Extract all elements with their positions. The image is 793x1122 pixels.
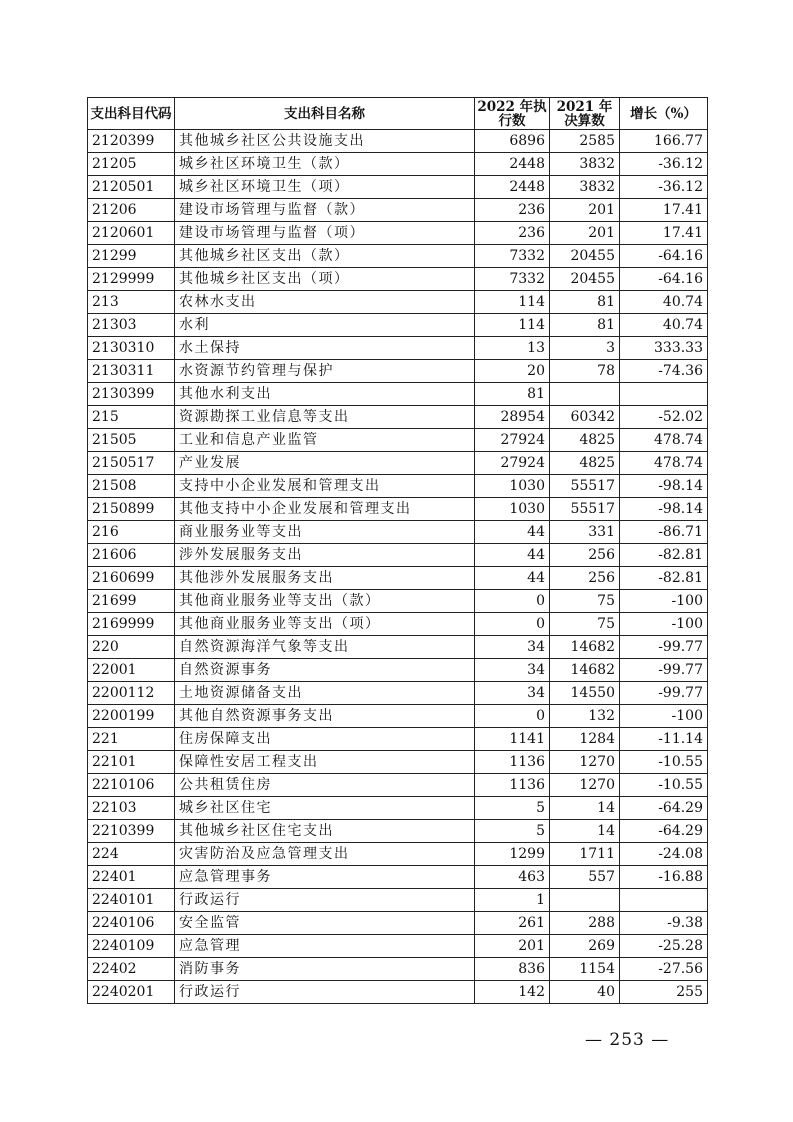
- cell-growth: -10.55: [620, 751, 708, 774]
- cell-final-2021: 55517: [550, 475, 620, 498]
- table-row: [88, 452, 708, 475]
- cell-final-2021: 256: [550, 567, 620, 590]
- table-row: [88, 705, 708, 728]
- table-row: [88, 843, 708, 866]
- cell-code: 224: [88, 843, 175, 866]
- cell-code: 22103: [88, 797, 175, 820]
- cell-name: 建设市场管理与监督（项）: [175, 222, 475, 245]
- cell-final-2021: 55517: [550, 498, 620, 521]
- cell-exec-2022: 27924: [475, 452, 550, 475]
- cell-code: 2169999: [88, 613, 175, 636]
- table-row: [88, 222, 708, 245]
- cell-exec-2022: 114: [475, 291, 550, 314]
- table-row: [88, 291, 708, 314]
- cell-code: 215: [88, 406, 175, 429]
- table-row: [88, 199, 708, 222]
- cell-code: 21505: [88, 429, 175, 452]
- cell-exec-2022: 44: [475, 567, 550, 590]
- cell-name: 自然资源海洋气象等支出: [175, 636, 475, 659]
- cell-exec-2022: 27924: [475, 429, 550, 452]
- cell-code: 2120399: [88, 130, 175, 153]
- table-row: [88, 958, 708, 981]
- cell-exec-2022: 28954: [475, 406, 550, 429]
- cell-exec-2022: 142: [475, 981, 550, 1004]
- cell-final-2021: 81: [550, 291, 620, 314]
- cell-exec-2022: 1136: [475, 774, 550, 797]
- cell-final-2021: 14: [550, 797, 620, 820]
- cell-growth: 166.77: [620, 130, 708, 153]
- cell-exec-2022: 114: [475, 314, 550, 337]
- cell-code: 22401: [88, 866, 175, 889]
- cell-name: 产业发展: [175, 452, 475, 475]
- table-row: [88, 130, 708, 153]
- cell-exec-2022: 201: [475, 935, 550, 958]
- cell-name: 灾害防治及应急管理支出: [175, 843, 475, 866]
- cell-growth: -86.71: [620, 521, 708, 544]
- cell-name: 其他自然资源事务支出: [175, 705, 475, 728]
- cell-growth: 40.74: [620, 314, 708, 337]
- cell-growth: -10.55: [620, 774, 708, 797]
- cell-exec-2022: 2448: [475, 176, 550, 199]
- cell-final-2021: 3: [550, 337, 620, 360]
- cell-name: 自然资源事务: [175, 659, 475, 682]
- cell-final-2021: [550, 889, 620, 912]
- cell-exec-2022: 1299: [475, 843, 550, 866]
- cell-code: 221: [88, 728, 175, 751]
- cell-growth: 478.74: [620, 429, 708, 452]
- table-row: [88, 682, 708, 705]
- cell-name: 支持中小企业发展和管理支出: [175, 475, 475, 498]
- cell-exec-2022: 20: [475, 360, 550, 383]
- cell-growth: 255: [620, 981, 708, 1004]
- table-row: [88, 751, 708, 774]
- cell-exec-2022: 0: [475, 613, 550, 636]
- cell-code: 213: [88, 291, 175, 314]
- cell-code: 22402: [88, 958, 175, 981]
- cell-exec-2022: 13: [475, 337, 550, 360]
- cell-exec-2022: 5: [475, 797, 550, 820]
- table-row: [88, 820, 708, 843]
- cell-final-2021: 20455: [550, 245, 620, 268]
- cell-name: 应急管理事务: [175, 866, 475, 889]
- cell-code: 2240106: [88, 912, 175, 935]
- cell-final-2021: 201: [550, 199, 620, 222]
- cell-name: 行政运行: [175, 889, 475, 912]
- header-exec-2022: 2022 年执行数: [475, 98, 550, 130]
- cell-name: 其他商业服务业等支出（款）: [175, 590, 475, 613]
- table-row: [88, 774, 708, 797]
- cell-final-2021: 40: [550, 981, 620, 1004]
- cell-name: 其他涉外发展服务支出: [175, 567, 475, 590]
- cell-code: 2130310: [88, 337, 175, 360]
- table-row: [88, 521, 708, 544]
- cell-final-2021: 201: [550, 222, 620, 245]
- cell-code: 21606: [88, 544, 175, 567]
- cell-name: 水利: [175, 314, 475, 337]
- table-row: [88, 544, 708, 567]
- cell-name: 城乡社区环境卫生（项）: [175, 176, 475, 199]
- table-row: [88, 360, 708, 383]
- cell-final-2021: 132: [550, 705, 620, 728]
- cell-name: 其他商业服务业等支出（项）: [175, 613, 475, 636]
- cell-growth: -16.88: [620, 866, 708, 889]
- cell-exec-2022: 1: [475, 889, 550, 912]
- cell-code: 2130311: [88, 360, 175, 383]
- table-row: [88, 429, 708, 452]
- cell-exec-2022: 836: [475, 958, 550, 981]
- cell-exec-2022: 44: [475, 521, 550, 544]
- cell-name: 行政运行: [175, 981, 475, 1004]
- page-number: — 253 —: [585, 1030, 670, 1050]
- cell-final-2021: 20455: [550, 268, 620, 291]
- table-row: [88, 153, 708, 176]
- cell-name: 消防事务: [175, 958, 475, 981]
- cell-exec-2022: 0: [475, 590, 550, 613]
- cell-code: 2130399: [88, 383, 175, 406]
- cell-code: 22001: [88, 659, 175, 682]
- table-row: [88, 636, 708, 659]
- cell-growth: 17.41: [620, 199, 708, 222]
- cell-exec-2022: 0: [475, 705, 550, 728]
- cell-exec-2022: 7332: [475, 268, 550, 291]
- cell-growth: -82.81: [620, 544, 708, 567]
- cell-growth: -100: [620, 590, 708, 613]
- cell-final-2021: 331: [550, 521, 620, 544]
- cell-growth: -98.14: [620, 475, 708, 498]
- cell-final-2021: 1711: [550, 843, 620, 866]
- cell-code: 2150899: [88, 498, 175, 521]
- cell-final-2021: 4825: [550, 452, 620, 475]
- cell-exec-2022: 34: [475, 636, 550, 659]
- cell-growth: -98.14: [620, 498, 708, 521]
- cell-exec-2022: 7332: [475, 245, 550, 268]
- cell-exec-2022: 1141: [475, 728, 550, 751]
- cell-code: 21299: [88, 245, 175, 268]
- table-row: [88, 268, 708, 291]
- cell-final-2021: 60342: [550, 406, 620, 429]
- cell-growth: 333.33: [620, 337, 708, 360]
- table-row: [88, 912, 708, 935]
- cell-final-2021: 256: [550, 544, 620, 567]
- cell-code: 2240101: [88, 889, 175, 912]
- cell-growth: -74.36: [620, 360, 708, 383]
- cell-name: 农林水支出: [175, 291, 475, 314]
- cell-growth: -52.02: [620, 406, 708, 429]
- table-row: [88, 613, 708, 636]
- cell-exec-2022: 261: [475, 912, 550, 935]
- cell-code: 2129999: [88, 268, 175, 291]
- cell-final-2021: 1270: [550, 774, 620, 797]
- table-row: [88, 176, 708, 199]
- cell-name: 保障性安居工程支出: [175, 751, 475, 774]
- cell-growth: -64.29: [620, 797, 708, 820]
- cell-name: 住房保障支出: [175, 728, 475, 751]
- cell-name: 土地资源储备支出: [175, 682, 475, 705]
- cell-name: 水土保持: [175, 337, 475, 360]
- cell-name: 其他城乡社区住宅支出: [175, 820, 475, 843]
- cell-final-2021: 14: [550, 820, 620, 843]
- cell-name: 资源勘探工业信息等支出: [175, 406, 475, 429]
- table-row: [88, 590, 708, 613]
- cell-name: 其他城乡社区支出（款）: [175, 245, 475, 268]
- cell-final-2021: 14550: [550, 682, 620, 705]
- header-code: 支出科目代码: [88, 98, 175, 130]
- cell-name: 安全监管: [175, 912, 475, 935]
- cell-code: 2210106: [88, 774, 175, 797]
- table-row: [88, 797, 708, 820]
- cell-final-2021: 3832: [550, 153, 620, 176]
- cell-final-2021: [550, 383, 620, 406]
- table-row: [88, 475, 708, 498]
- cell-exec-2022: 463: [475, 866, 550, 889]
- cell-final-2021: 1270: [550, 751, 620, 774]
- table-row: [88, 659, 708, 682]
- table-body: [88, 130, 708, 1004]
- table-row: [88, 498, 708, 521]
- cell-name: 其他水利支出: [175, 383, 475, 406]
- cell-exec-2022: 1030: [475, 475, 550, 498]
- cell-exec-2022: 44: [475, 544, 550, 567]
- cell-growth: -64.29: [620, 820, 708, 843]
- table-row: [88, 567, 708, 590]
- cell-exec-2022: 81: [475, 383, 550, 406]
- table-header-row: [88, 98, 708, 130]
- table-row: [88, 935, 708, 958]
- cell-final-2021: 75: [550, 613, 620, 636]
- table-row: [88, 337, 708, 360]
- cell-exec-2022: 34: [475, 659, 550, 682]
- cell-code: 2240109: [88, 935, 175, 958]
- cell-exec-2022: 34: [475, 682, 550, 705]
- cell-exec-2022: 6896: [475, 130, 550, 153]
- cell-growth: -64.16: [620, 268, 708, 291]
- cell-name: 水资源节约管理与保护: [175, 360, 475, 383]
- cell-growth: -99.77: [620, 682, 708, 705]
- cell-code: 216: [88, 521, 175, 544]
- cell-growth: -82.81: [620, 567, 708, 590]
- cell-code: 2120601: [88, 222, 175, 245]
- header-name: 支出科目名称: [175, 98, 475, 130]
- cell-growth: -100: [620, 705, 708, 728]
- cell-growth: -99.77: [620, 659, 708, 682]
- cell-final-2021: 14682: [550, 636, 620, 659]
- cell-code: 2240201: [88, 981, 175, 1004]
- cell-final-2021: 557: [550, 866, 620, 889]
- cell-growth: -11.14: [620, 728, 708, 751]
- cell-name: 城乡社区住宅: [175, 797, 475, 820]
- cell-growth: 40.74: [620, 291, 708, 314]
- cell-code: 21303: [88, 314, 175, 337]
- cell-name: 应急管理: [175, 935, 475, 958]
- cell-name: 商业服务业等支出: [175, 521, 475, 544]
- cell-code: 220: [88, 636, 175, 659]
- cell-final-2021: 14682: [550, 659, 620, 682]
- cell-code: 21206: [88, 199, 175, 222]
- cell-code: 2160699: [88, 567, 175, 590]
- cell-name: 其他城乡社区公共设施支出: [175, 130, 475, 153]
- cell-growth: [620, 383, 708, 406]
- cell-growth: -64.16: [620, 245, 708, 268]
- budget-expenditure-table: [87, 97, 708, 1004]
- cell-growth: 478.74: [620, 452, 708, 475]
- cell-name: 其他城乡社区支出（项）: [175, 268, 475, 291]
- cell-final-2021: 1284: [550, 728, 620, 751]
- cell-final-2021: 78: [550, 360, 620, 383]
- cell-growth: -24.08: [620, 843, 708, 866]
- cell-code: 21205: [88, 153, 175, 176]
- cell-name: 城乡社区环境卫生（款）: [175, 153, 475, 176]
- cell-name: 建设市场管理与监督（款）: [175, 199, 475, 222]
- cell-name: 其他支持中小企业发展和管理支出: [175, 498, 475, 521]
- cell-final-2021: 75: [550, 590, 620, 613]
- cell-final-2021: 81: [550, 314, 620, 337]
- cell-growth: -36.12: [620, 176, 708, 199]
- cell-growth: -9.38: [620, 912, 708, 935]
- cell-final-2021: 4825: [550, 429, 620, 452]
- cell-exec-2022: 1030: [475, 498, 550, 521]
- cell-code: 22101: [88, 751, 175, 774]
- cell-final-2021: 269: [550, 935, 620, 958]
- cell-code: 2210399: [88, 820, 175, 843]
- cell-code: 21508: [88, 475, 175, 498]
- cell-growth: 17.41: [620, 222, 708, 245]
- cell-growth: -25.28: [620, 935, 708, 958]
- cell-name: 工业和信息产业监管: [175, 429, 475, 452]
- cell-name: 公共租赁住房: [175, 774, 475, 797]
- cell-code: 21699: [88, 590, 175, 613]
- cell-exec-2022: 5: [475, 820, 550, 843]
- table-row: [88, 314, 708, 337]
- cell-final-2021: 288: [550, 912, 620, 935]
- cell-final-2021: 1154: [550, 958, 620, 981]
- cell-final-2021: 2585: [550, 130, 620, 153]
- cell-code: 2200199: [88, 705, 175, 728]
- cell-code: 2120501: [88, 176, 175, 199]
- table-row: [88, 866, 708, 889]
- cell-final-2021: 3832: [550, 176, 620, 199]
- cell-exec-2022: 1136: [475, 751, 550, 774]
- header-final-2021: 2021 年决算数: [550, 98, 620, 130]
- cell-growth: [620, 889, 708, 912]
- cell-exec-2022: 236: [475, 199, 550, 222]
- cell-code: 2150517: [88, 452, 175, 475]
- cell-exec-2022: 236: [475, 222, 550, 245]
- cell-growth: -100: [620, 613, 708, 636]
- table-row: [88, 245, 708, 268]
- table-row: [88, 981, 708, 1004]
- table-row: [88, 728, 708, 751]
- cell-growth: -36.12: [620, 153, 708, 176]
- header-growth: 增长（%）: [620, 98, 708, 130]
- cell-name: 涉外发展服务支出: [175, 544, 475, 567]
- table-row: [88, 406, 708, 429]
- table-row: [88, 889, 708, 912]
- cell-code: 2200112: [88, 682, 175, 705]
- table-row: [88, 383, 708, 406]
- cell-growth: -27.56: [620, 958, 708, 981]
- cell-growth: -99.77: [620, 636, 708, 659]
- cell-exec-2022: 2448: [475, 153, 550, 176]
